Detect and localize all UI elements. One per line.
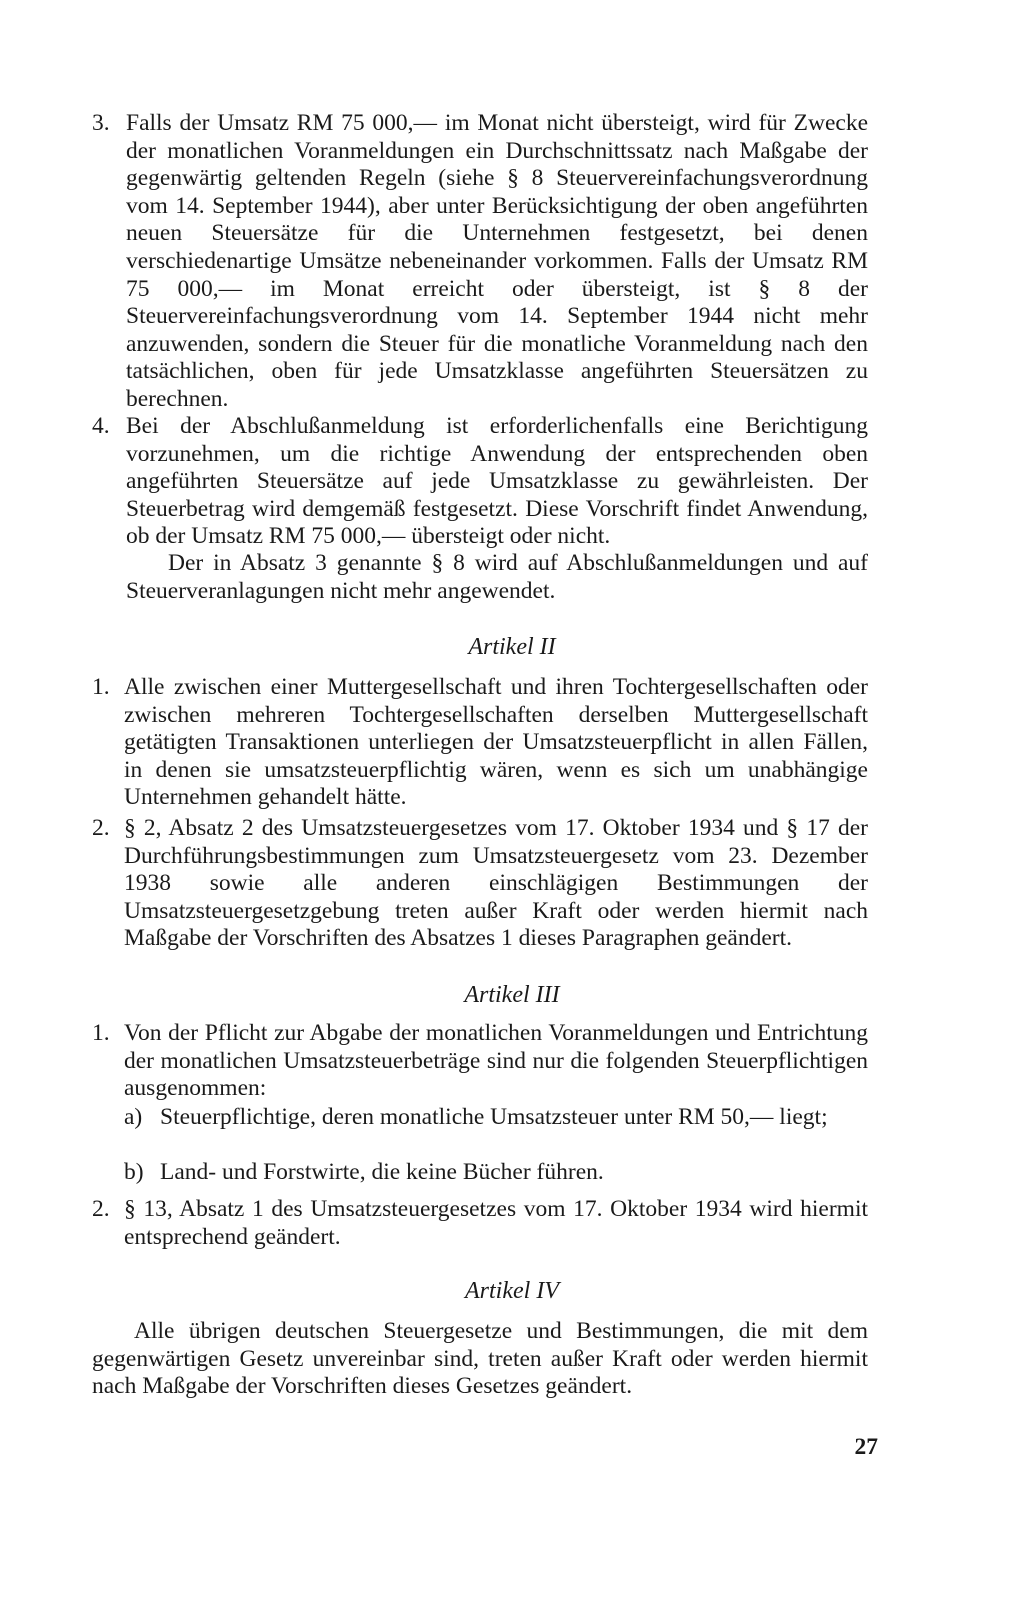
artikel-3-sub-b-label: b): [124, 1159, 144, 1185]
artikel-4-text: Alle übrigen deutschen Steuergesetze und Bestimmungen, die mit dem gegenwärtigen Gesetz unvereinbar sind, treten außer Kraft oder werden hiermit nach Maßgabe der Vorschriften dieses Gesetzes geändert.: [92, 1318, 868, 1400]
artikel-2-item-2-number: 2.: [92, 815, 110, 841]
artikel-3-item-2-text: § 13, Absatz 1 des Umsatzsteuergesetzes vom 17. Oktober 1934 wird hiermit entsprechend geändert.: [124, 1196, 868, 1250]
artikel-3-item-2-number: 2.: [92, 1196, 110, 1222]
paragraph-4-continuation: Der in Absatz 3 genannte § 8 wird auf Abschlußanmeldungen und auf Steuerveranlagungen nicht mehr angewendet.: [126, 550, 868, 604]
paragraph-4-text: Bei der Abschlußanmeldung ist erforderlichenfalls eine Berichtigung vorzunehmen, um die richtige Anwendung der entsprechenden oben angeführten Steuersätze auf jede Umsatzklasse zu gewährleisten. Der Steuerbetrag wird demgemäß festgesetzt. Diese Vorschrift findet Anwendung, ob der Umsatz RM 75 000,— übersteigt oder nicht.: [126, 413, 868, 550]
artikel-3-heading: Artikel III: [464, 982, 560, 1008]
artikel-2-item-2-text: § 2, Absatz 2 des Umsatzsteuergesetzes vom 17. Oktober 1934 und § 17 der Durchführungsbestimmungen zum Umsatzsteuergesetz vom 23. Dezember 1938 sowie alle anderen einschlägigen Bestimmungen der Umsatzsteuergesetzgebung treten außer Kraft oder werden hiermit nach Maßgabe der Vorschriften des Absatzes 1 dieses Paragraphen geändert.: [124, 815, 868, 952]
paragraph-number-3: 3.: [92, 110, 110, 136]
page-number: 27: [854, 1434, 878, 1460]
artikel-4-heading: Artikel IV: [465, 1278, 559, 1304]
artikel-2-item-1-text: Alle zwischen einer Muttergesellschaft und ihren Tochtergesellschaften oder zwischen mehreren Tochtergesellschaften derselben Muttergesellschaft getätigten Transaktionen unterliegen der Umsatzsteuerpflicht in allen Fällen, in denen sie umsatzsteuerpflichtig wären, wenn es sich um unabhängige Unternehmen gehandelt hätte.: [124, 674, 868, 811]
artikel-2-item-1-number: 1.: [92, 674, 110, 700]
artikel-3-sub-b-text: Land- und Forstwirte, die keine Bücher führen.: [160, 1159, 604, 1185]
paragraph-3-text: Falls der Umsatz RM 75 000,— im Monat nicht übersteigt, wird für Zwecke der monatlichen Voranmeldungen ein Durchschnittssatz nach Maßgabe der gegenwärtig geltenden Regeln (siehe § 8 Steuervereinfachungsverordnung vom 14. September 1944), aber unter Berücksichtigung der oben angeführten neuen Steuersätze für die Unternehmen festgesetzt, bei denen verschiedenartige Umsätze nebeneinander vorkommen. Falls der Umsatz RM 75 000,— im Monat erreicht oder übersteigt, ist § 8 der Steuervereinfachungsverordnung vom 14. September 1944 nicht mehr anzuwenden, sondern die Steuer für die monatliche Voranmeldung nach den tatsächlichen, oben für jede Umsatzklasse angeführten Steuersätzen zu berechnen.: [126, 110, 868, 412]
artikel-3-item-1-number: 1.: [92, 1020, 110, 1046]
artikel-3-item-1-text: Von der Pflicht zur Abgabe der monatlichen Voranmeldungen und Entrichtung der monatlichen Umsatzsteuerbeträge sind nur die folgenden Steuerpflichtigen ausgenommen:: [124, 1020, 868, 1102]
artikel-3-sub-a-text: Steuerpflichtige, deren monatliche Umsatzsteuer unter RM 50,— liegt;: [160, 1104, 828, 1130]
artikel-2-heading: Artikel II: [468, 634, 556, 660]
artikel-3-sub-a-label: a): [124, 1104, 143, 1130]
paragraph-number-4: 4.: [92, 413, 110, 439]
